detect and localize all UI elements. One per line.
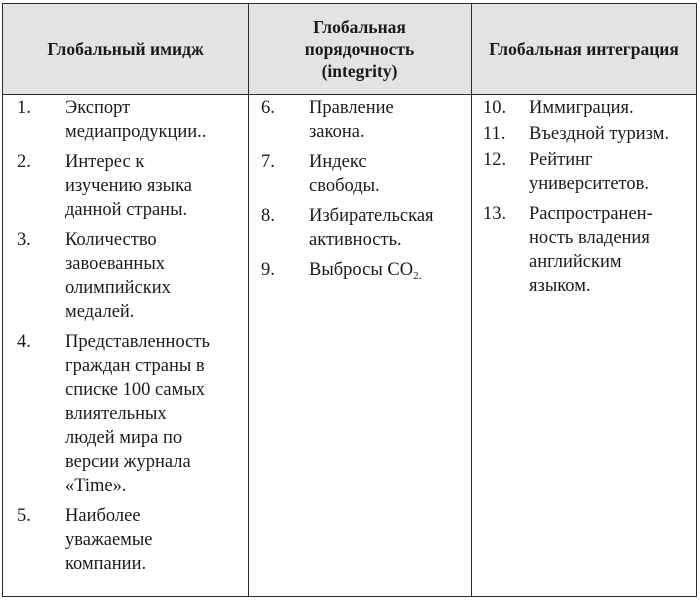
header-label: Глобальная	[313, 17, 406, 37]
item-number: 7.	[261, 152, 275, 172]
list-item	[483, 96, 695, 120]
item-text: изучению языка	[65, 176, 192, 196]
item-text: завоеванных	[65, 254, 165, 274]
item-text: влиятельных	[65, 404, 167, 424]
item-text: людей мира по	[65, 428, 183, 448]
item-text: ность владения	[529, 228, 650, 248]
item-text: английским	[529, 252, 622, 272]
header-global-integrity	[248, 4, 471, 94]
item-text: Иммиграция.	[529, 98, 634, 118]
item-text: медиапродукции..	[65, 122, 207, 142]
item-number: 1.	[17, 98, 31, 118]
item-number: 3.	[17, 230, 31, 250]
item-text: Избирательская	[309, 206, 434, 226]
item-text: медалей.	[65, 302, 135, 322]
item-number: 2.	[17, 152, 31, 172]
item-text: уважаемые	[65, 530, 153, 550]
header-label: (integrity)	[321, 61, 398, 81]
item-text: активность.	[309, 230, 402, 250]
item-text: данной страны.	[65, 200, 188, 220]
list-item	[483, 202, 695, 298]
item-text: списке 100 самых	[65, 380, 205, 400]
list-item	[17, 150, 245, 222]
item-text: языком.	[529, 276, 591, 296]
list-item	[17, 96, 245, 144]
list-item	[483, 148, 695, 196]
column-global-integrity	[261, 94, 469, 596]
list-item	[261, 96, 469, 144]
item-text: университетов.	[529, 174, 649, 194]
item-number: 5.	[17, 506, 31, 526]
item-number: 8.	[261, 206, 275, 226]
column-global-integration	[483, 94, 695, 596]
item-text: Въездной туризм.	[529, 124, 670, 144]
item-text: свободы.	[309, 176, 380, 196]
header-global-image	[3, 4, 248, 94]
indicators-table	[2, 3, 697, 597]
list-item	[261, 150, 469, 198]
list-item	[17, 330, 245, 498]
header-label: Глобальный имидж	[47, 39, 204, 59]
list-item	[17, 504, 245, 576]
list-item	[261, 204, 469, 252]
item-text: Количество	[65, 230, 157, 250]
header-label: Глобальная интеграция	[489, 39, 679, 59]
item-text: Индекс	[309, 152, 367, 172]
item-number: 12.	[483, 150, 507, 170]
item-text: Рейтинг	[529, 150, 593, 170]
item-number: 6.	[261, 98, 275, 118]
co2-text: Выбросы CO	[309, 260, 414, 280]
item-number: 10.	[483, 98, 507, 118]
item-text: граждан страны в	[65, 356, 205, 376]
item-text: Экспорт	[65, 98, 131, 118]
item-text: олимпийских	[65, 278, 171, 298]
item-number: 4.	[17, 332, 31, 352]
co2-subscript: 2.	[413, 270, 422, 282]
item-text	[309, 258, 469, 282]
header-label: порядочность	[304, 39, 415, 59]
item-text: Распространен-	[529, 204, 653, 224]
item-text: Наиболее	[65, 506, 141, 526]
list-item	[261, 258, 469, 282]
item-text: «Time».	[65, 476, 127, 496]
item-text: закона.	[309, 122, 365, 142]
item-number: 11.	[483, 124, 506, 144]
column-global-image	[17, 94, 245, 596]
item-text: Интерес к	[65, 152, 145, 172]
list-item	[17, 228, 245, 324]
item-text: компании.	[65, 554, 147, 574]
item-number: 9.	[261, 260, 275, 280]
item-text: версии журнала	[65, 452, 191, 472]
item-text: Правление	[309, 98, 394, 118]
header-global-integration	[471, 4, 697, 94]
list-item	[483, 122, 695, 146]
item-number: 13.	[483, 204, 507, 224]
item-text: Представленность	[65, 332, 210, 352]
